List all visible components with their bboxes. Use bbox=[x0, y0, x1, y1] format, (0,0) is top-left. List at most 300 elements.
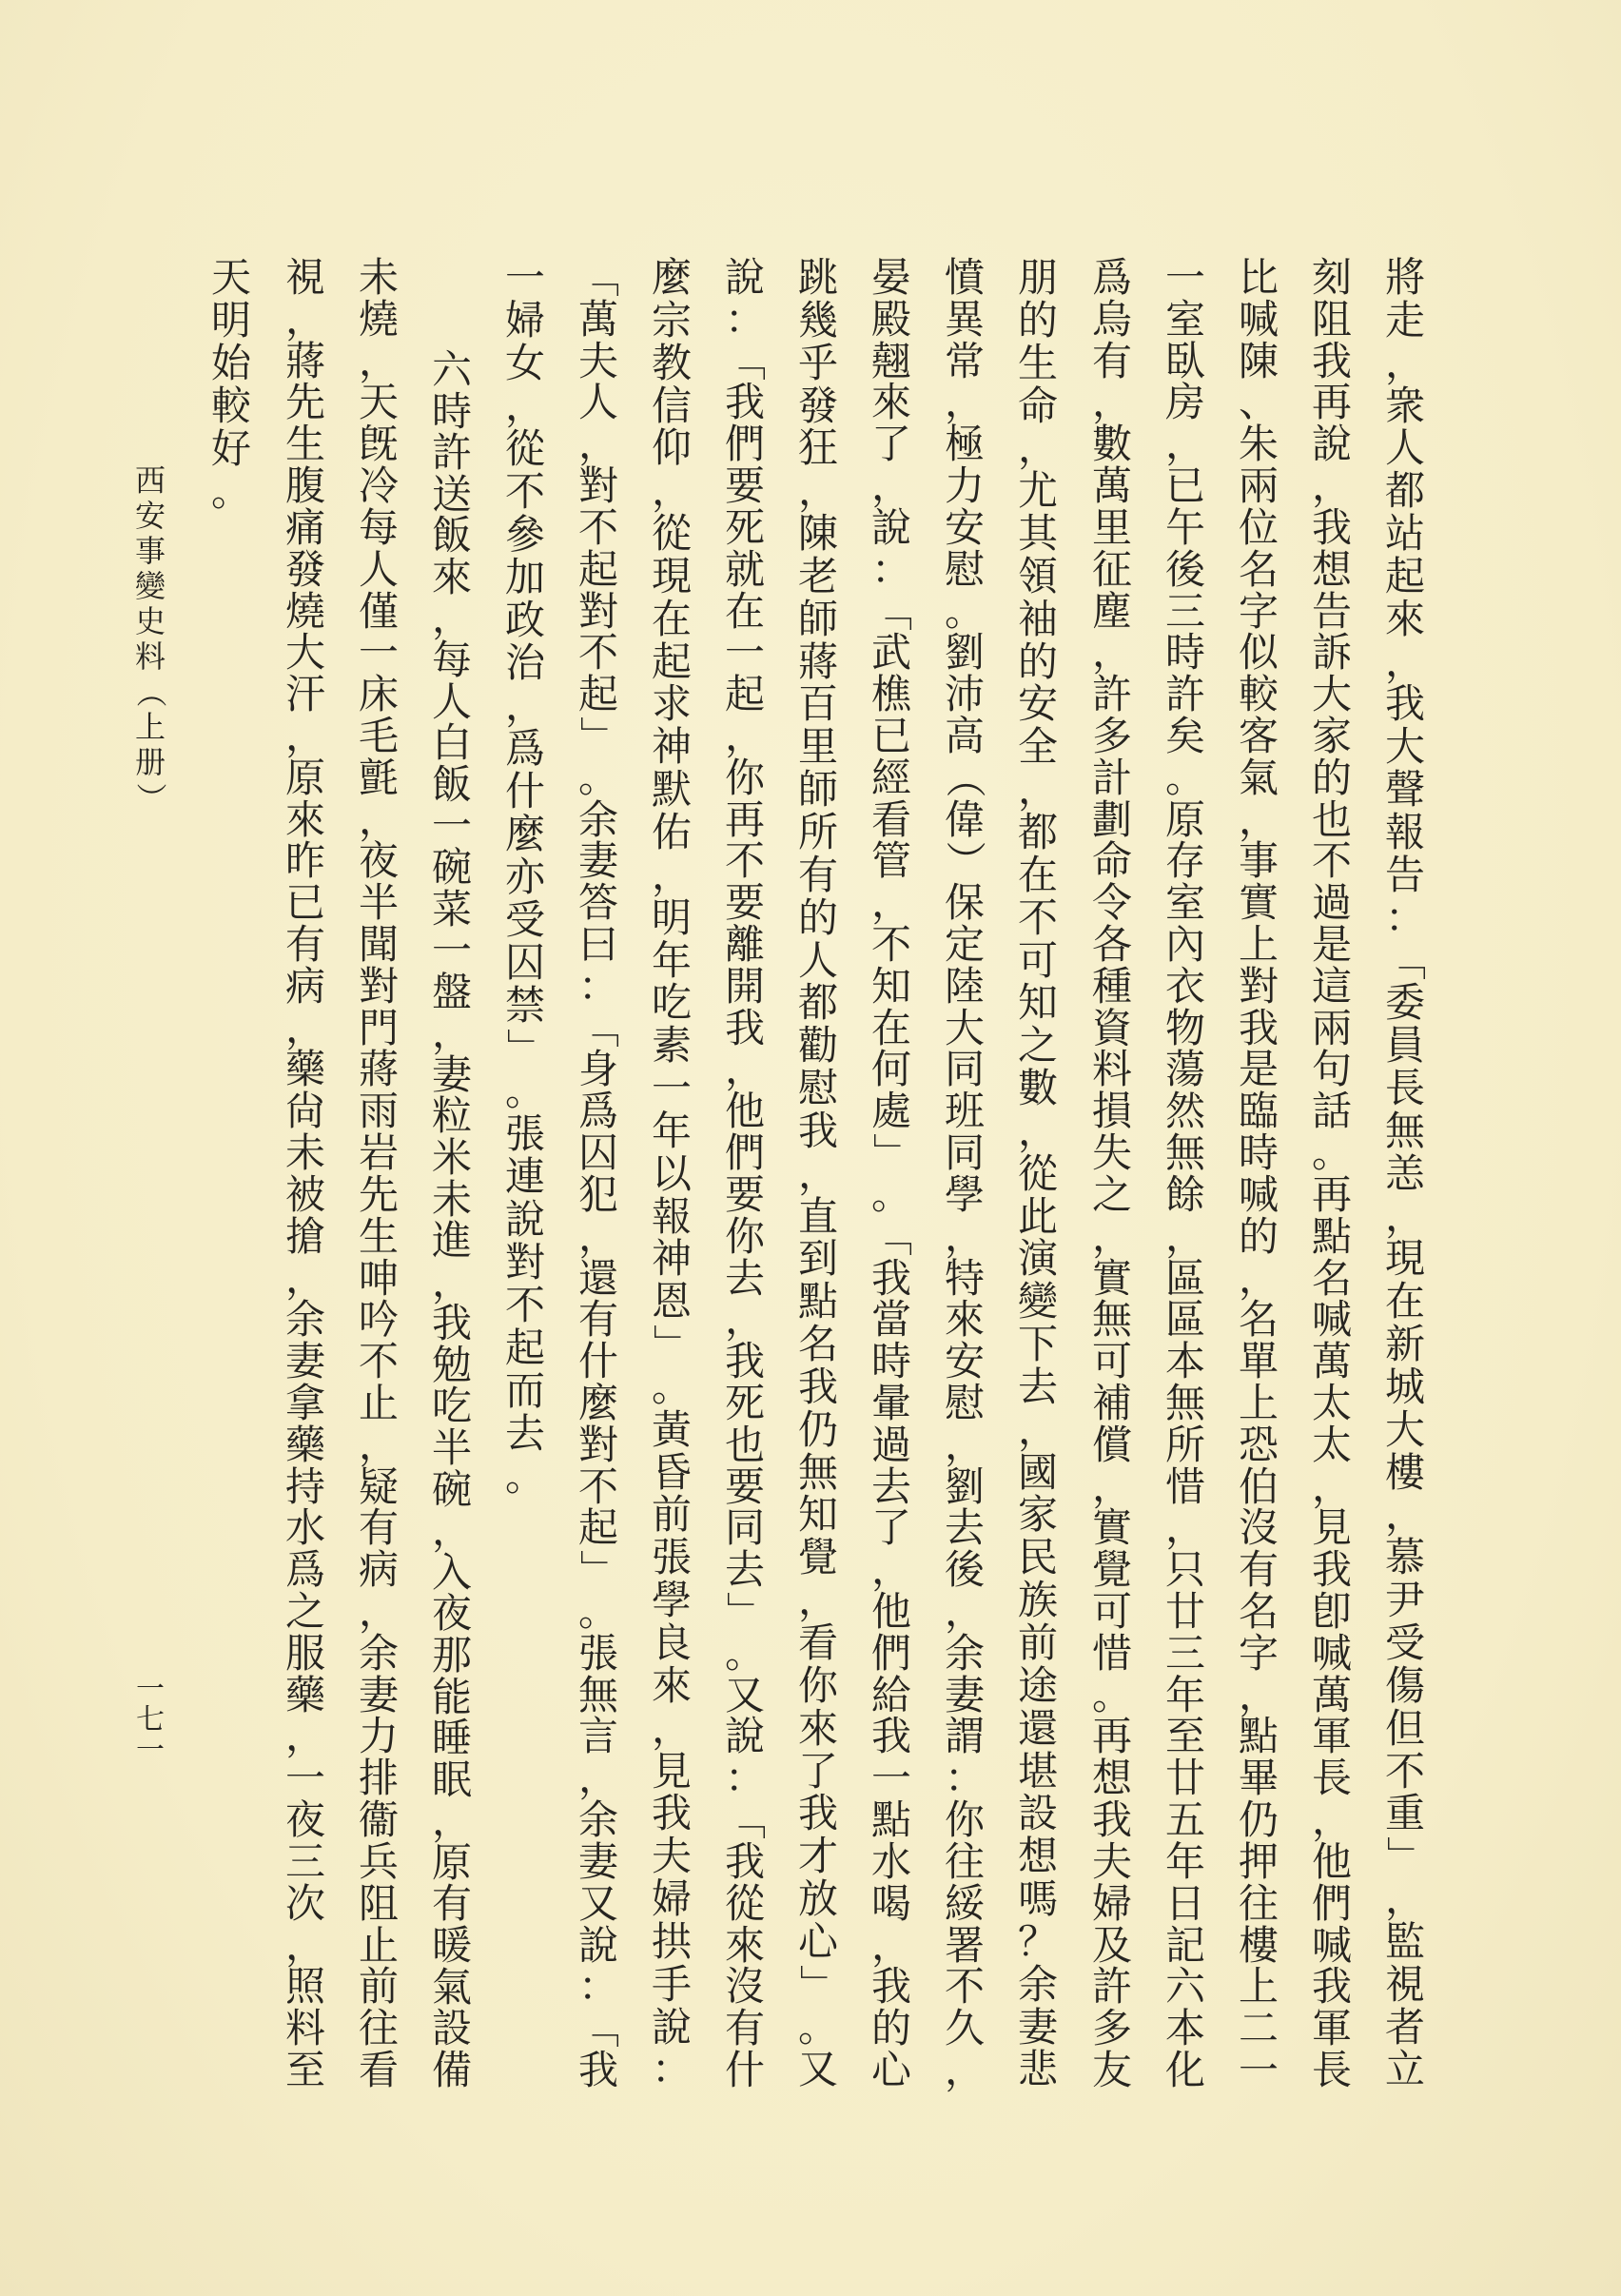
character-glyph: 僅 bbox=[358, 587, 399, 635]
character-glyph: 視 bbox=[1384, 1960, 1425, 2008]
punctuation-glyph: ， bbox=[1311, 462, 1352, 510]
character-glyph: 上 bbox=[1238, 1963, 1279, 2011]
character-glyph: 物 bbox=[1164, 1004, 1205, 1051]
character-glyph: 新 bbox=[1384, 1321, 1425, 1368]
character-glyph: 黃 bbox=[651, 1405, 692, 1453]
character-glyph: 無 bbox=[1164, 1129, 1205, 1177]
character-glyph: 家 bbox=[1017, 1491, 1058, 1539]
character-glyph: 恐 bbox=[1238, 1421, 1279, 1468]
character-glyph: 六 bbox=[431, 346, 472, 393]
character-glyph: 償 bbox=[1091, 1421, 1132, 1468]
punctuation-glyph: 」 bbox=[575, 716, 622, 756]
character-glyph: 喝 bbox=[870, 1879, 911, 1927]
character-glyph: 押 bbox=[1238, 1837, 1279, 1885]
character-glyph: 師 bbox=[797, 766, 838, 814]
character-glyph: 我 bbox=[1311, 1963, 1352, 2011]
punctuation-glyph: ， bbox=[724, 1296, 765, 1344]
character-glyph: 力 bbox=[944, 462, 985, 510]
punctuation-glyph: ： bbox=[944, 1755, 985, 1802]
character-glyph: 事 bbox=[1238, 837, 1279, 885]
character-glyph: 阻 bbox=[1311, 295, 1352, 343]
character-glyph: 暈 bbox=[870, 1379, 911, 1426]
character-glyph: 答 bbox=[577, 879, 618, 927]
character-glyph: 余 bbox=[577, 795, 618, 843]
character-glyph: 阻 bbox=[358, 1879, 399, 1927]
punctuation-glyph: ， bbox=[1164, 421, 1205, 468]
character-glyph: 要 bbox=[724, 1462, 765, 1510]
character-glyph: 看 bbox=[358, 2046, 399, 2093]
character-glyph: 乎 bbox=[797, 339, 838, 386]
character-glyph: 了 bbox=[797, 1747, 838, 1795]
character-glyph: 拱 bbox=[651, 1917, 692, 1965]
punctuation-glyph: ， bbox=[284, 1921, 325, 1969]
character-glyph: 婦 bbox=[504, 297, 545, 343]
text-column bbox=[277, 254, 334, 2093]
character-glyph: 囚 bbox=[577, 1129, 618, 1177]
character-glyph: 水 bbox=[284, 1504, 325, 1552]
character-glyph: 信 bbox=[651, 382, 692, 429]
punctuation-glyph: （ bbox=[941, 757, 988, 798]
character-glyph: 起 bbox=[577, 1504, 618, 1552]
punctuation-glyph: 。 bbox=[1091, 1671, 1132, 1718]
character-glyph: 時 bbox=[1238, 1129, 1279, 1177]
punctuation-glyph: ， bbox=[944, 1212, 985, 1260]
punctuation-glyph: ： bbox=[577, 962, 618, 1010]
character-glyph: 臨 bbox=[1238, 1088, 1279, 1135]
character-glyph: 去 bbox=[724, 1546, 765, 1594]
punctuation-glyph: ？ bbox=[1017, 1917, 1058, 1965]
character-glyph: 本 bbox=[1164, 1338, 1205, 1385]
character-glyph: 的 bbox=[797, 893, 838, 941]
character-glyph: 服 bbox=[284, 1629, 325, 1677]
character-glyph: 事 bbox=[134, 533, 166, 569]
character-glyph: 久 bbox=[944, 2005, 985, 2052]
character-glyph: 失 bbox=[1091, 1129, 1132, 1177]
character-glyph: 再 bbox=[724, 795, 765, 843]
character-glyph: 安 bbox=[1017, 680, 1058, 728]
character-glyph: 從 bbox=[1017, 1149, 1058, 1197]
character-glyph: 了 bbox=[870, 1504, 911, 1552]
character-glyph: 學 bbox=[651, 1577, 692, 1624]
punctuation-glyph: 「 bbox=[575, 1008, 622, 1049]
character-glyph: 眠 bbox=[431, 1756, 472, 1803]
character-glyph: 對 bbox=[358, 962, 399, 1010]
character-glyph: 者 bbox=[1384, 2003, 1425, 2051]
punctuation-glyph: 」 bbox=[575, 1549, 622, 1590]
character-glyph: 夫 bbox=[651, 1833, 692, 1880]
character-glyph: 不 bbox=[504, 468, 545, 515]
character-glyph: 勸 bbox=[797, 1022, 838, 1070]
character-glyph: 你 bbox=[724, 1212, 765, 1260]
character-glyph: 料 bbox=[1091, 1046, 1132, 1093]
punctuation-glyph: ， bbox=[944, 1588, 985, 1635]
punctuation-glyph: 。 bbox=[504, 1068, 545, 1114]
character-glyph: 就 bbox=[724, 545, 765, 593]
text-column bbox=[936, 254, 993, 2093]
character-glyph: 去 bbox=[870, 1462, 911, 1510]
character-glyph: 我 bbox=[724, 1837, 765, 1885]
character-glyph: 張 bbox=[651, 1534, 692, 1581]
character-glyph: 起 bbox=[1384, 552, 1425, 599]
punctuation-glyph: ， bbox=[431, 1010, 472, 1057]
punctuation-glyph: ： bbox=[651, 2046, 692, 2093]
character-glyph: 但 bbox=[1384, 1704, 1425, 1752]
character-glyph: 人 bbox=[358, 545, 399, 593]
character-glyph: 廿 bbox=[1164, 1755, 1205, 1802]
character-glyph: 夜 bbox=[284, 1796, 325, 1844]
character-glyph: 止 bbox=[358, 1921, 399, 1969]
character-glyph: 衞 bbox=[358, 1796, 399, 1844]
character-glyph: 我 bbox=[724, 1004, 765, 1051]
character-glyph: 當 bbox=[870, 1296, 911, 1344]
character-glyph: 喊 bbox=[1238, 1170, 1279, 1218]
character-glyph: 我 bbox=[870, 1963, 911, 2011]
character-glyph: 離 bbox=[724, 921, 765, 968]
character-glyph: 受 bbox=[504, 896, 545, 943]
character-glyph: 册 bbox=[134, 744, 166, 780]
character-glyph: 綏 bbox=[944, 1879, 985, 1927]
character-glyph: 毛 bbox=[358, 712, 399, 759]
character-glyph: 大 bbox=[1311, 671, 1352, 718]
character-glyph: 沒 bbox=[724, 1963, 765, 2011]
character-glyph: 知 bbox=[1017, 979, 1058, 1027]
punctuation-glyph: ， bbox=[944, 1421, 985, 1468]
punctuation-glyph: ， bbox=[1017, 1405, 1058, 1453]
character-glyph: 覺 bbox=[1091, 1546, 1132, 1594]
text-column bbox=[863, 254, 920, 2093]
text-column bbox=[1303, 254, 1360, 2093]
character-glyph: 陳 bbox=[1238, 337, 1279, 384]
character-glyph: 想 bbox=[1091, 1755, 1132, 1802]
punctuation-glyph: ， bbox=[577, 421, 618, 468]
character-glyph: 始 bbox=[210, 340, 251, 386]
punctuation-glyph: ， bbox=[1091, 1462, 1132, 1510]
punctuation-glyph: ， bbox=[651, 851, 692, 898]
character-glyph: 字 bbox=[1238, 1629, 1279, 1677]
character-glyph: 有 bbox=[358, 1504, 399, 1552]
character-glyph: 他 bbox=[1311, 1837, 1352, 1885]
character-glyph: 一 bbox=[724, 629, 765, 677]
character-glyph: 昏 bbox=[651, 1448, 692, 1496]
character-glyph: 止 bbox=[358, 1379, 399, 1426]
character-glyph: 喊 bbox=[1238, 295, 1279, 343]
character-glyph: 好 bbox=[210, 425, 251, 472]
character-glyph: 再 bbox=[1311, 379, 1352, 426]
punctuation-glyph: ， bbox=[284, 1004, 325, 1051]
character-glyph: 老 bbox=[797, 552, 838, 599]
character-glyph: 家 bbox=[1311, 712, 1352, 759]
character-glyph: 蔣 bbox=[284, 337, 325, 384]
character-glyph: 偉 bbox=[944, 795, 985, 843]
character-glyph: 字 bbox=[1238, 587, 1279, 635]
character-glyph: 經 bbox=[870, 754, 911, 801]
character-glyph: 上 bbox=[1238, 1379, 1279, 1426]
character-glyph: 計 bbox=[1091, 754, 1132, 801]
character-glyph: 是 bbox=[1311, 921, 1352, 968]
character-glyph: 在 bbox=[1017, 851, 1058, 898]
character-glyph: 發 bbox=[284, 545, 325, 593]
character-glyph: 一 bbox=[651, 1065, 692, 1112]
punctuation-glyph: （ bbox=[132, 677, 169, 708]
character-glyph: 搶 bbox=[284, 1212, 325, 1260]
character-glyph: 憤 bbox=[944, 254, 985, 301]
character-glyph: 能 bbox=[431, 1673, 472, 1720]
character-glyph: 過 bbox=[870, 1421, 911, 1468]
character-glyph: 原 bbox=[1164, 795, 1205, 843]
character-glyph: 照 bbox=[284, 1963, 325, 2011]
character-glyph: 以 bbox=[651, 1149, 692, 1197]
punctuation-glyph: ， bbox=[1017, 1107, 1058, 1154]
character-glyph: 我 bbox=[797, 1363, 838, 1410]
character-glyph: 囚 bbox=[504, 939, 545, 986]
character-glyph: 每 bbox=[358, 503, 399, 551]
character-glyph: 伯 bbox=[1238, 1462, 1279, 1510]
character-glyph: 所 bbox=[1164, 1421, 1205, 1468]
character-glyph: 似 bbox=[1238, 629, 1279, 677]
punctuation-glyph: ， bbox=[944, 379, 985, 426]
character-glyph: 嗎 bbox=[1017, 1875, 1058, 1923]
character-glyph: 里 bbox=[1091, 503, 1132, 551]
character-glyph: 排 bbox=[358, 1755, 399, 1802]
punctuation-glyph: ， bbox=[651, 467, 692, 515]
character-glyph: 無 bbox=[1091, 1296, 1132, 1344]
character-glyph: 天 bbox=[210, 254, 251, 301]
character-glyph: 餘 bbox=[1164, 1170, 1205, 1218]
character-glyph: 拿 bbox=[284, 1379, 325, 1426]
character-glyph: 殿 bbox=[870, 295, 911, 343]
text-column bbox=[350, 254, 407, 2093]
character-glyph: 日 bbox=[1164, 1879, 1205, 1927]
character-glyph: 訴 bbox=[1311, 629, 1352, 677]
character-glyph: 幾 bbox=[797, 296, 838, 343]
character-glyph: 余 bbox=[358, 1629, 399, 1677]
punctuation-glyph: 」 bbox=[648, 1324, 695, 1364]
character-glyph: 余 bbox=[944, 1629, 985, 1677]
punctuation-glyph: ， bbox=[1238, 795, 1279, 843]
character-glyph: 有 bbox=[577, 1296, 618, 1344]
character-glyph: 西 bbox=[134, 462, 166, 499]
punctuation-glyph: ， bbox=[1164, 1504, 1205, 1552]
character-glyph: 對 bbox=[577, 587, 618, 635]
character-glyph: 現 bbox=[1384, 1235, 1425, 1283]
character-glyph: 暖 bbox=[431, 1921, 472, 1969]
character-glyph: 許 bbox=[1164, 671, 1205, 718]
character-glyph: 萬 bbox=[1311, 1338, 1352, 1385]
character-glyph: 都 bbox=[1384, 467, 1425, 515]
character-glyph: 長 bbox=[1311, 2046, 1352, 2093]
character-glyph: 安 bbox=[944, 1338, 985, 1385]
character-glyph: 要 bbox=[724, 879, 765, 927]
character-glyph: 燒 bbox=[284, 587, 325, 635]
character-glyph: 去 bbox=[1017, 1363, 1058, 1410]
character-glyph: 兩 bbox=[1238, 462, 1279, 510]
character-glyph: 區 bbox=[1164, 1296, 1205, 1344]
character-glyph: 師 bbox=[797, 595, 838, 642]
character-glyph: 氈 bbox=[358, 754, 399, 801]
punctuation-glyph: ， bbox=[1384, 638, 1425, 685]
punctuation-glyph: 「 bbox=[575, 2008, 622, 2049]
character-glyph: 神 bbox=[651, 723, 692, 771]
character-glyph: 爲 bbox=[504, 725, 545, 772]
character-glyph: 們 bbox=[724, 421, 765, 468]
character-glyph: 去 bbox=[504, 1410, 545, 1457]
character-glyph: 兩 bbox=[1311, 1004, 1352, 1051]
character-glyph: 他 bbox=[870, 1588, 911, 1635]
character-glyph: 較 bbox=[210, 383, 251, 429]
character-glyph: 立 bbox=[1384, 2046, 1425, 2093]
character-glyph: 仰 bbox=[651, 424, 692, 472]
punctuation-glyph: 」 bbox=[794, 1964, 842, 2005]
character-glyph: 治 bbox=[504, 639, 545, 686]
character-glyph: 我 bbox=[1091, 1796, 1132, 1844]
character-glyph: 見 bbox=[1311, 1504, 1352, 1552]
character-glyph: 一 bbox=[1164, 254, 1205, 301]
character-glyph: 全 bbox=[1017, 723, 1058, 771]
character-glyph: 年 bbox=[1164, 1671, 1205, 1718]
character-glyph: 處 bbox=[870, 1088, 911, 1135]
punctuation-glyph: ） bbox=[941, 840, 988, 881]
character-glyph: 們 bbox=[870, 1629, 911, 1677]
character-glyph: 生 bbox=[1017, 339, 1058, 386]
character-glyph: 麼 bbox=[651, 254, 692, 301]
running-footer-book-title bbox=[131, 463, 169, 815]
character-glyph: 我 bbox=[797, 1790, 838, 1837]
character-glyph: 損 bbox=[1091, 1088, 1132, 1135]
punctuation-glyph: ， bbox=[944, 2046, 985, 2093]
character-glyph: 刻 bbox=[1311, 254, 1352, 301]
character-glyph: 一 bbox=[358, 629, 399, 677]
character-glyph: 什 bbox=[724, 2046, 765, 2093]
character-glyph: 里 bbox=[797, 723, 838, 771]
character-glyph: 力 bbox=[358, 1713, 399, 1760]
character-glyph: 對 bbox=[577, 462, 618, 510]
character-glyph: 都 bbox=[797, 979, 838, 1027]
character-glyph: 藥 bbox=[284, 1046, 325, 1093]
character-glyph: 演 bbox=[1017, 1235, 1058, 1283]
character-glyph: 同 bbox=[944, 1046, 985, 1093]
punctuation-glyph: ， bbox=[284, 1713, 325, 1760]
character-glyph: 仍 bbox=[1238, 1796, 1279, 1844]
character-glyph: 點 bbox=[870, 1796, 911, 1844]
character-glyph: 對 bbox=[1238, 962, 1279, 1010]
character-glyph: 連 bbox=[504, 1153, 545, 1200]
character-glyph: 未 bbox=[358, 254, 399, 301]
character-glyph: 氣 bbox=[431, 1963, 472, 2011]
character-glyph: 妻 bbox=[284, 1338, 325, 1385]
character-glyph: 白 bbox=[431, 719, 472, 767]
character-glyph: 碗 bbox=[431, 843, 472, 891]
character-glyph: 良 bbox=[651, 1619, 692, 1666]
character-glyph: 史 bbox=[134, 603, 166, 639]
character-glyph: 受 bbox=[1384, 1619, 1425, 1666]
character-glyph: 神 bbox=[651, 1235, 692, 1283]
character-glyph: 說 bbox=[724, 254, 765, 301]
character-glyph: 起 bbox=[504, 1325, 545, 1371]
character-glyph: 旣 bbox=[358, 421, 399, 468]
character-glyph: 也 bbox=[1311, 795, 1352, 843]
character-glyph: 妻 bbox=[577, 1837, 618, 1885]
character-glyph: 矣 bbox=[1164, 712, 1205, 759]
character-glyph: 告 bbox=[1311, 587, 1352, 635]
character-glyph: 多 bbox=[1091, 712, 1132, 759]
character-glyph: 想 bbox=[1311, 545, 1352, 593]
character-glyph: 狂 bbox=[797, 424, 838, 472]
character-glyph: 婦 bbox=[651, 1875, 692, 1923]
character-glyph: 們 bbox=[724, 1129, 765, 1177]
character-glyph: 夫 bbox=[577, 337, 618, 384]
punctuation-glyph: ， bbox=[1238, 1254, 1279, 1302]
character-glyph: 時 bbox=[1164, 629, 1205, 677]
character-glyph: 從 bbox=[504, 425, 545, 472]
character-glyph: 無 bbox=[1164, 1379, 1205, 1426]
character-glyph: 蔣 bbox=[358, 1046, 399, 1093]
character-glyph: 藥 bbox=[284, 1421, 325, 1468]
character-glyph: 進 bbox=[431, 1217, 472, 1265]
character-glyph: 持 bbox=[284, 1462, 325, 1510]
character-glyph: 可 bbox=[1017, 936, 1058, 984]
character-glyph: 單 bbox=[1238, 1338, 1279, 1385]
character-glyph: 又 bbox=[797, 2046, 838, 2093]
character-glyph: 朋 bbox=[1017, 254, 1058, 301]
character-glyph: 話 bbox=[1311, 1088, 1352, 1135]
character-glyph: 次 bbox=[284, 1879, 325, 1927]
punctuation-glyph: 「 bbox=[1381, 939, 1429, 980]
punctuation-glyph: ， bbox=[1238, 1671, 1279, 1718]
character-glyph: 傷 bbox=[1384, 1661, 1425, 1709]
text-column bbox=[1084, 254, 1141, 2093]
character-glyph: 尹 bbox=[1384, 1577, 1425, 1624]
character-glyph: 水 bbox=[870, 1837, 911, 1885]
punctuation-glyph: ， bbox=[504, 682, 545, 729]
character-glyph: 教 bbox=[651, 339, 692, 386]
character-glyph: 之 bbox=[284, 1588, 325, 1635]
character-glyph: 至 bbox=[1164, 1713, 1205, 1760]
punctuation-glyph: ， bbox=[870, 1921, 911, 1969]
character-glyph: 生 bbox=[358, 1212, 399, 1260]
character-glyph: 禁 bbox=[504, 982, 545, 1029]
character-glyph: 氣 bbox=[1238, 754, 1279, 801]
character-glyph: 走 bbox=[1384, 296, 1425, 343]
character-glyph: 余 bbox=[1017, 1960, 1058, 2008]
character-glyph: 樓 bbox=[1238, 1921, 1279, 1969]
character-glyph: 起 bbox=[577, 671, 618, 718]
punctuation-glyph: ： bbox=[724, 295, 765, 343]
character-glyph: 站 bbox=[1384, 510, 1425, 558]
character-glyph: 開 bbox=[724, 962, 765, 1010]
punctuation-glyph: ， bbox=[870, 1546, 911, 1594]
character-glyph: 的 bbox=[870, 2005, 911, 2052]
character-glyph: 萬 bbox=[577, 295, 618, 343]
character-glyph: 喊 bbox=[1311, 1296, 1352, 1344]
character-glyph: 還 bbox=[577, 1254, 618, 1302]
character-glyph: 來 bbox=[870, 379, 911, 426]
character-glyph: 看 bbox=[870, 795, 911, 843]
character-glyph: 說 bbox=[1311, 421, 1352, 468]
character-glyph: 去 bbox=[724, 1254, 765, 1302]
character-glyph: 學 bbox=[944, 1170, 985, 1218]
character-glyph: 途 bbox=[1017, 1661, 1058, 1709]
text-column bbox=[1157, 254, 1214, 2093]
character-glyph: 我 bbox=[651, 1790, 692, 1837]
character-glyph: 百 bbox=[797, 680, 838, 728]
character-glyph: 疑 bbox=[358, 1462, 399, 1510]
character-glyph: 劉 bbox=[944, 629, 985, 677]
character-glyph: 都 bbox=[1017, 808, 1058, 855]
character-glyph: 塵 bbox=[1091, 587, 1132, 635]
punctuation-glyph: 。 bbox=[944, 587, 985, 635]
character-glyph: 資 bbox=[1091, 1004, 1132, 1051]
character-glyph: 一 bbox=[431, 802, 472, 850]
